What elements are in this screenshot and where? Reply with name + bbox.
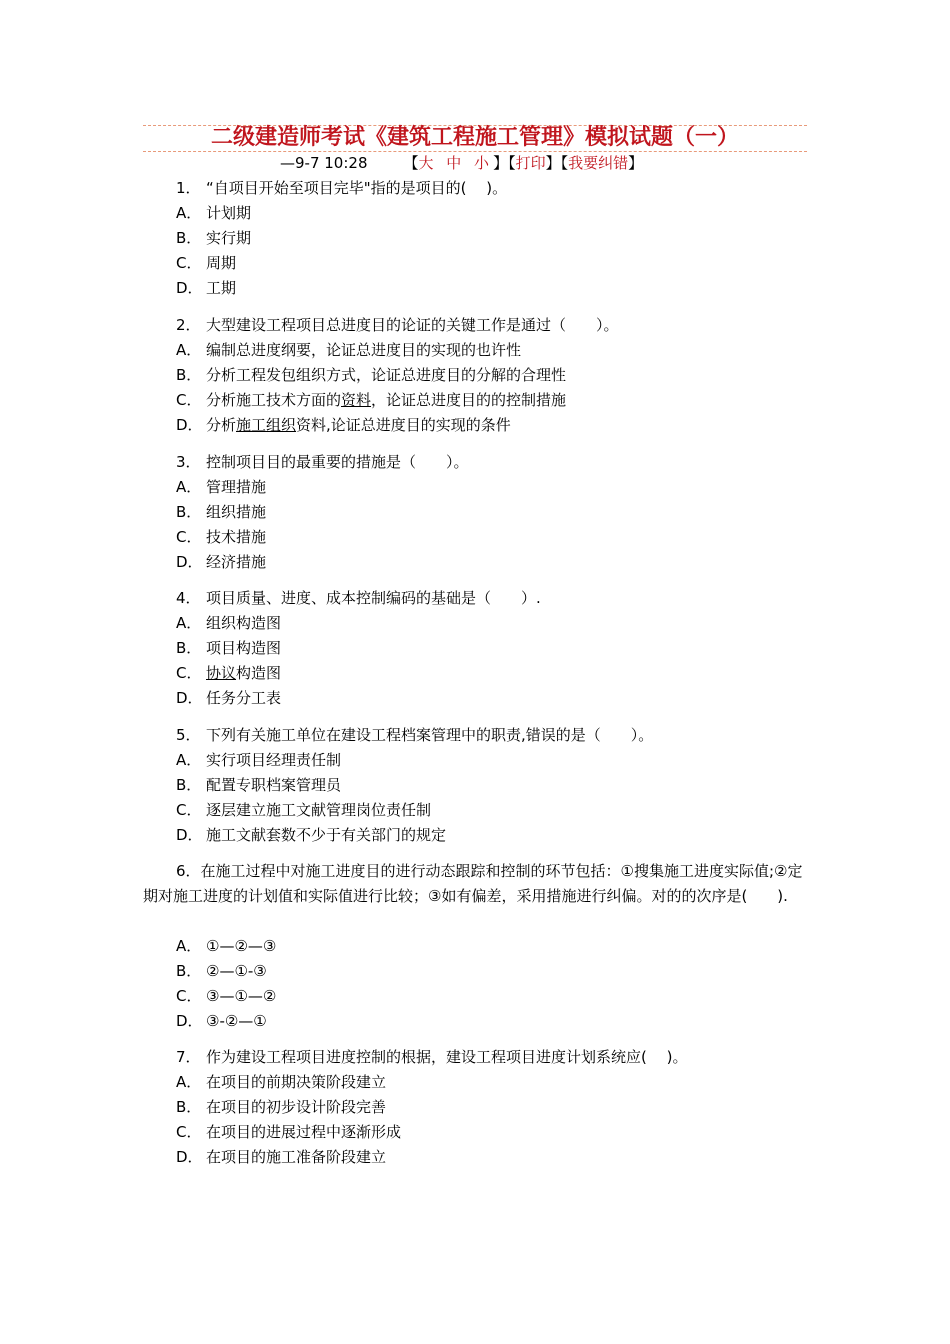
option-c: C． 技术措施 <box>176 528 267 546</box>
option-c: C． ③—①—② <box>176 987 277 1005</box>
option-a: A． 计划期 <box>176 204 252 222</box>
question-stem: 5． 下列有关施工单位在建设工程档案管理中的职责,错误的是（ ）。 <box>176 726 654 744</box>
bracket: 【 <box>508 154 516 172</box>
option-a: A． ①—②—③ <box>176 937 277 955</box>
keyword-link[interactable]: 协议 <box>206 664 237 682</box>
bracket: 【 <box>403 154 419 172</box>
option-b: B． ②—①-③ <box>176 962 267 980</box>
option-a: A． 实行项目经理责任制 <box>176 751 342 769</box>
option-c: C． 协议构造图 <box>176 664 282 682</box>
keyword-link[interactable]: 施工组织 <box>236 416 297 434</box>
option-d: D． 在项目的施工准备阶段建立 <box>176 1148 387 1166</box>
option-b: B． 配置专职档案管理员 <box>176 776 342 794</box>
publish-date: —9-7 10:28 <box>280 154 368 172</box>
question-stem: 6．在施工过程中对施工进度目的进行动态跟踪和控制的环节包括：①搜集施工进度实际值;②定期对施工进度的计划值和实际值进行比较；③如有偏差，采用措施进行纠偏。对的的次序是( ). <box>143 862 803 905</box>
option-d: D． 分析施工组织资料,论证总进度目的实现的条件 <box>176 416 511 434</box>
font-size-link[interactable]: 大 中 小 <box>418 154 494 172</box>
option-a: A． 管理措施 <box>176 478 267 496</box>
bracket: 【 <box>560 154 569 172</box>
bracket: 】 <box>628 154 644 172</box>
option-b: B． 项目构造图 <box>176 639 282 657</box>
option-d: D． 工期 <box>176 279 237 297</box>
option-d: D． 任务分工表 <box>176 689 282 707</box>
option-b: B． 实行期 <box>176 229 252 247</box>
bracket: 】 <box>493 154 509 172</box>
question-stem: 4． 项目质量、进度、成本控制编码的基础是（ ）. <box>176 589 541 607</box>
option-b: B． 分析工程发包组织方式，论证总进度目的分解的合理性 <box>176 366 567 384</box>
option-b: B． 在项目的初步设计阶段完善 <box>176 1098 387 1116</box>
option-c: C． 周期 <box>176 254 237 272</box>
option-c: C． 分析施工技术方面的资料，论证总进度目的的控制措施 <box>176 391 567 409</box>
question-stem: 2． 大型建设工程项目总进度目的论证的关键工作是通过（ ）。 <box>176 316 619 334</box>
option-a: A． 在项目的前期决策阶段建立 <box>176 1073 387 1091</box>
option-d: D． 施工文献套数不少于有关部门的规定 <box>176 826 447 844</box>
bracket: 】 <box>545 154 561 172</box>
question-stem: 1． “自项目开始至项目完毕"指的是项目的( )。 <box>176 179 508 197</box>
option-d: D． 经济措施 <box>176 553 267 571</box>
report-error-link[interactable]: 我要纠错 <box>568 154 629 172</box>
option-a: A． 编制总进度纲要，论证总进度目的实现的也许性 <box>176 341 522 359</box>
article-meta <box>280 152 643 174</box>
print-link[interactable]: 打印 <box>515 154 546 172</box>
option-c: C． 在项目的进展过程中逐渐形成 <box>176 1123 402 1141</box>
option-b: B． 组织措施 <box>176 503 267 521</box>
page-title: 二级建造师考试《建筑工程施工管理》模拟试题（一） <box>210 124 739 150</box>
option-d: D． ③-②—① <box>176 1012 267 1030</box>
question-stem: 7． 作为建设工程项目进度控制的根据，建设工程项目进度计划系统应( )。 <box>176 1048 688 1066</box>
option-c: C． 逐层建立施工文献管理岗位责任制 <box>176 801 432 819</box>
option-a: A． 组织构造图 <box>176 614 282 632</box>
keyword-link[interactable]: 资料 <box>341 391 372 409</box>
question-stem: 3． 控制项目目的最重要的措施是（ ）。 <box>176 453 469 471</box>
